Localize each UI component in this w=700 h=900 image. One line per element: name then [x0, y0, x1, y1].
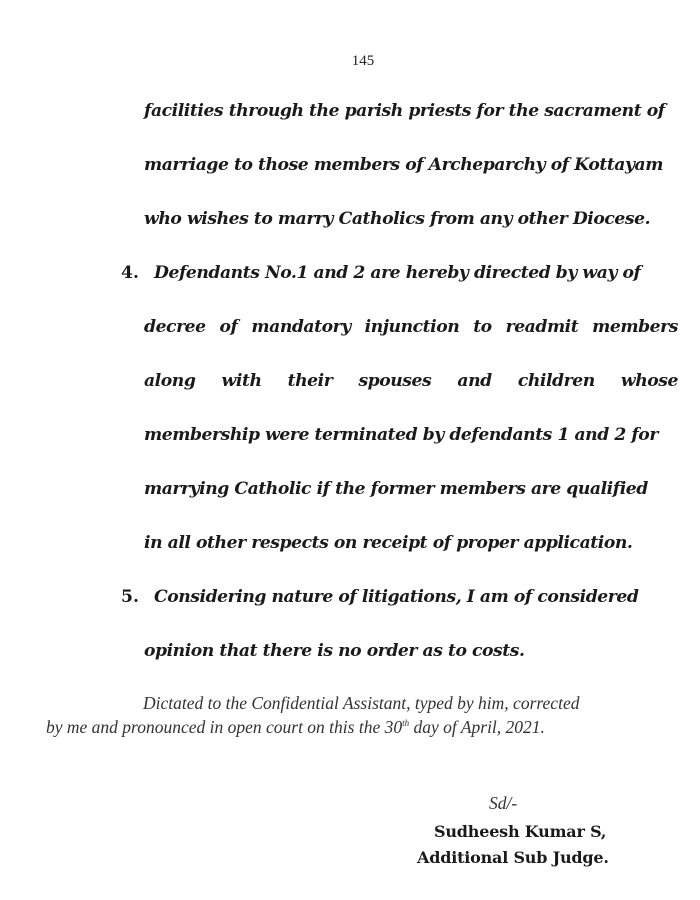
date-ordinal-suffix: th [402, 718, 410, 728]
item-5-line-1: Considering nature of litigations, I am of considered [154, 587, 639, 607]
continued-line-1: facilities through the parish priests for the sacrament of [144, 101, 665, 121]
dictation-line-2-start: by me and pronounced in open court on this the 30 [46, 717, 403, 737]
dictation-line-2 [46, 716, 545, 738]
signature-sd: Sd/- [489, 793, 518, 813]
continued-line-3: who wishes to marry Catholics from any other Diocese. [144, 209, 651, 229]
judge-title: Additional Sub Judge. [417, 848, 609, 867]
item-4-line-4: membership were terminated by defendants 1 and 2 for [144, 425, 658, 445]
continued-line-2: marriage to those members of Archeparchy of Kottayam [144, 155, 663, 175]
item-4-line-2: decree of mandatory injunction to readmit members [144, 317, 678, 337]
item-5-line-2: opinion that there is no order as to costs. [144, 641, 525, 661]
judge-name: Sudheesh Kumar S, [434, 822, 607, 841]
dictation-line-1: Dictated to the Confidential Assistant, typed by him, corrected [143, 693, 580, 713]
item-4-line-3: along with their spouses and children whose [144, 371, 678, 391]
item-4-line-5: marrying Catholic if the former members are qualified [144, 479, 648, 499]
dictation-line-2-end: day of April, 2021. [409, 717, 545, 737]
item-4-line-6: in all other respects on receipt of proper application. [144, 533, 633, 553]
item-4-line-1: Defendants No.1 and 2 are hereby directed by way of [154, 263, 641, 283]
item-5-number: 5. [121, 587, 139, 607]
page-number: 145 [351, 53, 375, 69]
item-4-number: 4. [121, 263, 139, 283]
